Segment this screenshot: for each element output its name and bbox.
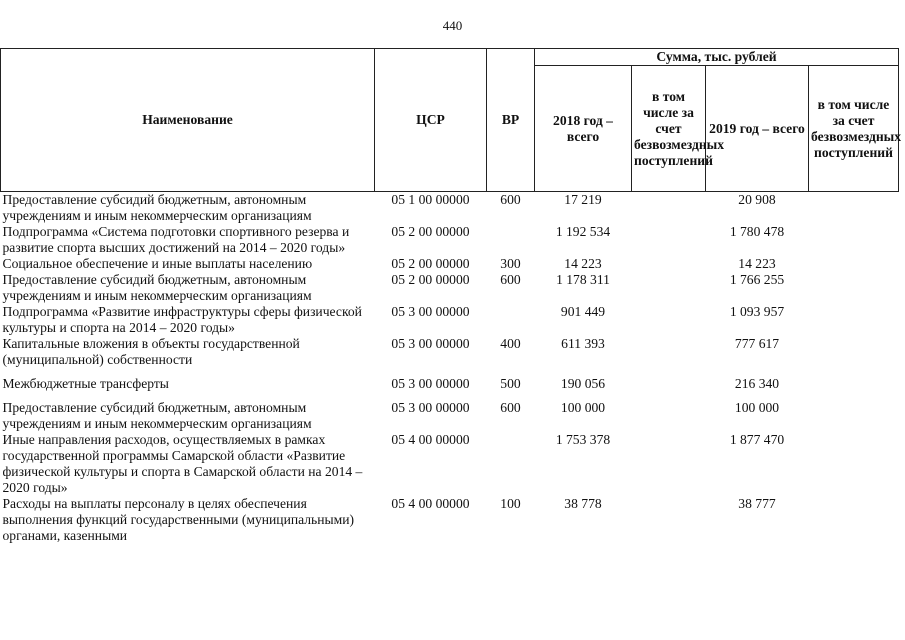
table-row xyxy=(1,496,899,544)
row-2019-incl-cell xyxy=(809,336,899,368)
header-vr: ВР xyxy=(487,49,535,192)
row-vr-cell: 400 xyxy=(500,336,521,351)
row-csr-cell: 05 2 00 00000 xyxy=(391,256,470,271)
row-vr-cell: 600 xyxy=(500,272,521,287)
row-2019-incl-cell xyxy=(809,496,899,544)
header-2019-incl: в том числе за счет безвозмездных поступлений xyxy=(809,66,899,192)
row-name-cell: Капитальные вложения в объекты государственной (муниципальной) собственности xyxy=(2,336,300,367)
row-csr-cell: 05 4 00 00000 xyxy=(391,496,470,511)
row-name-cell: Социальное обеспечение и иные выплаты населению xyxy=(2,256,313,271)
row-vr-cell: 600 xyxy=(500,192,521,207)
row-2019-total-cell: 38 777 xyxy=(738,496,776,511)
header-2019-total: 2019 год – всего xyxy=(706,66,809,192)
row-2019-total-cell: 216 340 xyxy=(734,376,780,391)
table-row xyxy=(1,432,899,496)
table-row xyxy=(1,400,899,432)
header-2018-total: 2018 год – всего xyxy=(535,66,632,192)
row-name-cell: Подпрограмма «Система подготовки спортивного резерва и развитие спорта высших достижений на 2014 – 2020 годы» xyxy=(2,224,350,255)
table-row xyxy=(1,224,899,256)
row-2019-total-cell: 20 908 xyxy=(738,192,776,207)
row-name-cell: Межбюджетные трансферты xyxy=(2,376,169,391)
table-row xyxy=(1,256,899,272)
row-2018-incl-cell xyxy=(632,256,706,272)
row-2018-incl-cell xyxy=(632,496,706,544)
row-name-cell: Подпрограмма «Развитие инфраструктуры сферы физической культуры и спорта на 2014 – 2020 годы» xyxy=(2,304,362,335)
row-2019-incl-cell xyxy=(809,304,899,336)
row-spacer xyxy=(1,368,899,376)
row-2018-incl-cell xyxy=(632,400,706,432)
row-2019-total-cell: 14 223 xyxy=(738,256,776,271)
table-body xyxy=(1,192,899,545)
row-2018-total-cell: 1 753 378 xyxy=(555,432,611,447)
row-2019-incl-cell xyxy=(809,256,899,272)
row-2018-total-cell: 1 178 311 xyxy=(556,272,610,287)
row-spacer-cell xyxy=(1,368,899,376)
row-2018-incl-cell xyxy=(632,224,706,256)
row-2018-incl-cell xyxy=(632,432,706,496)
header-csr: ЦСР xyxy=(375,49,487,192)
row-vr-cell: 100 xyxy=(500,496,521,511)
table-row xyxy=(1,376,899,392)
page-number: 440 xyxy=(442,18,463,33)
row-vr-cell xyxy=(487,432,535,496)
row-vr-cell: 300 xyxy=(500,256,521,271)
table-row xyxy=(1,272,899,304)
row-spacer xyxy=(1,392,899,400)
row-name-cell: Предоставление субсидий бюджетным, автономным учреждениям и иным некоммерческим организациям xyxy=(2,400,312,431)
row-2018-total-cell: 611 393 xyxy=(561,336,605,351)
row-vr-cell: 500 xyxy=(500,376,521,391)
row-2019-incl-cell xyxy=(809,376,899,392)
row-2018-incl-cell xyxy=(632,304,706,336)
row-vr-cell xyxy=(487,224,535,256)
row-name-cell: Предоставление субсидий бюджетным, автономным учреждениям и иным некоммерческим организациям xyxy=(2,272,312,303)
row-2019-incl-cell xyxy=(809,224,899,256)
row-csr-cell: 05 2 00 00000 xyxy=(391,272,470,287)
row-csr-cell: 05 2 00 00000 xyxy=(391,224,470,239)
row-2018-incl-cell xyxy=(632,272,706,304)
row-csr-cell: 05 3 00 00000 xyxy=(391,400,470,415)
table-row xyxy=(1,192,899,225)
budget-table xyxy=(0,48,902,544)
row-2019-total-cell: 777 617 xyxy=(734,336,780,351)
row-2019-incl-cell xyxy=(809,400,899,432)
row-2018-total-cell: 38 778 xyxy=(564,496,602,511)
row-2018-total-cell: 14 223 xyxy=(564,256,602,271)
header-sum-group: Сумма, тыс. рублей xyxy=(535,49,899,66)
row-csr-cell: 05 3 00 00000 xyxy=(391,304,470,319)
header-2018-incl: в том числе за счет безвозмездных поступлений xyxy=(632,66,706,192)
row-2018-total-cell: 901 449 xyxy=(560,304,606,319)
row-spacer-cell xyxy=(1,392,899,400)
row-vr-cell xyxy=(487,304,535,336)
row-name-cell: Иные направления расходов, осуществляемых в рамках государственной программы Самарской области «Развитие физической культуры и спорта в Самарской области на 2014 – 2020 годы» xyxy=(2,432,363,495)
header-name: Наименование xyxy=(1,49,375,192)
row-2019-incl-cell xyxy=(809,192,899,225)
row-csr-cell: 05 3 00 00000 xyxy=(391,336,470,351)
row-2018-total-cell: 1 192 534 xyxy=(555,224,611,239)
row-csr-cell: 05 1 00 00000 xyxy=(391,192,470,207)
row-2018-incl-cell xyxy=(632,192,706,225)
row-2019-incl-cell xyxy=(809,272,899,304)
row-2019-total-cell: 1 877 470 xyxy=(729,432,785,447)
row-2018-total-cell: 190 056 xyxy=(560,376,606,391)
row-name-cell: Предоставление субсидий бюджетным, автономным учреждениям и иным некоммерческим организациям xyxy=(2,192,312,223)
table-row xyxy=(1,336,899,368)
row-2018-incl-cell xyxy=(632,376,706,392)
row-2019-incl-cell xyxy=(809,432,899,496)
row-2019-total-cell: 100 000 xyxy=(734,400,780,415)
row-2018-total-cell: 100 000 xyxy=(560,400,606,415)
row-csr-cell: 05 4 00 00000 xyxy=(391,432,470,447)
row-vr-cell: 600 xyxy=(500,400,521,415)
table-row xyxy=(1,304,899,336)
row-2019-total-cell: 1 093 957 xyxy=(729,304,785,319)
row-name-cell: Расходы на выплаты персоналу в целях обеспечения выполнения функций государственными (муниципальными) органами, казенными xyxy=(2,496,355,543)
row-2018-incl-cell xyxy=(632,336,706,368)
row-2019-total-cell: 1 780 478 xyxy=(729,224,785,239)
row-csr-cell: 05 3 00 00000 xyxy=(391,376,470,391)
row-2019-total-cell: 1 766 255 xyxy=(729,272,785,287)
row-2018-total-cell: 17 219 xyxy=(564,192,602,207)
table-header xyxy=(1,49,902,192)
